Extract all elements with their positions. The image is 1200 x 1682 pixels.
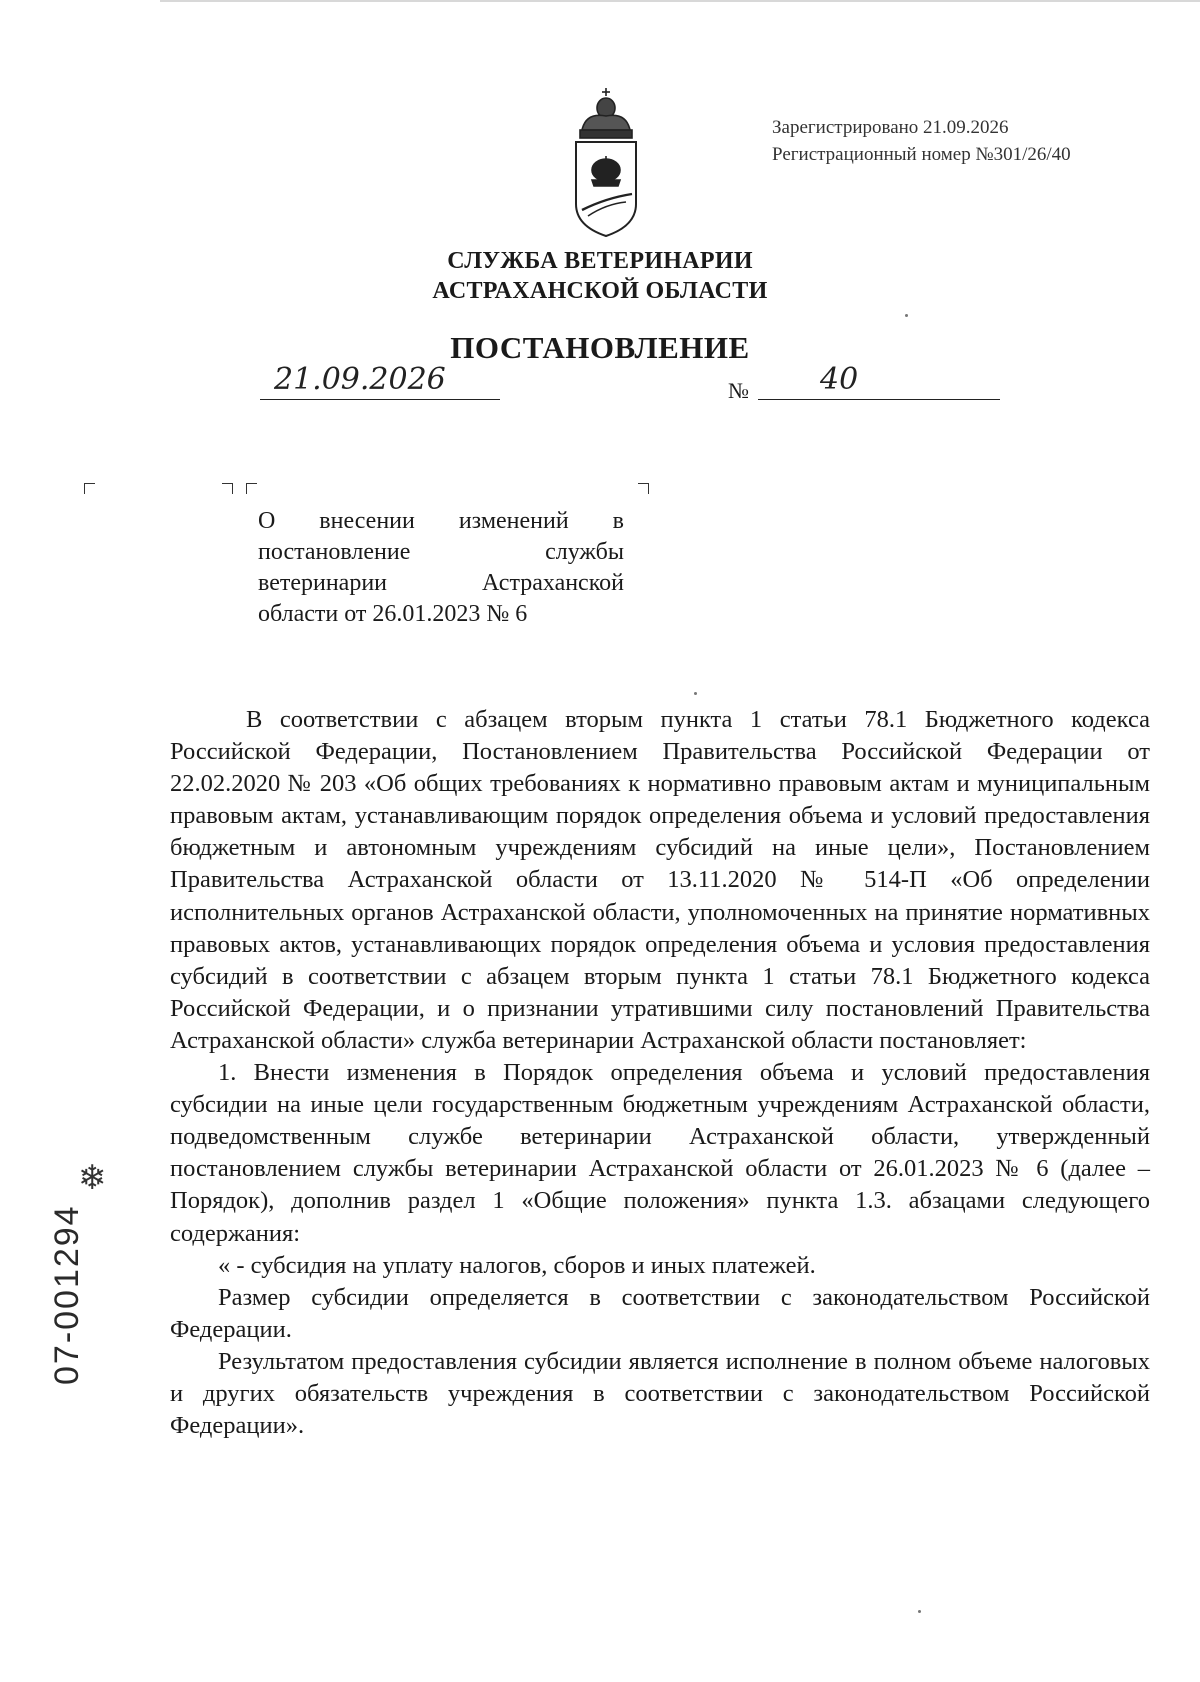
- body-paragraph-preamble: В соответствии с абзацем вторым пункта 1 статьи 78.1 Бюджетного кодекса Российской Федерации, Постановлением Правительства Российской Федерации от 22.02.2020 № 203 «Об общих требованиях к нормативно правовым актам и муниципальным правовым актам, устанавливающим порядок определения объема и условий предоставления бюджетным и автономным учреждениям субсидий на иные цели», Постановлением Правительства Астраханской области от 13.11.2020 № 514-П «Об определении исполнительных органов Астраханской области, уполномоченных на принятие нормативных правовых актов, устанавливающих порядок определения объема и условия предоставления субсидий в соответствии с абзацем вторым пункта 1 статьи 78.1 Бюджетного кодекса Российской Федерации, и о признании утратившими силу постановлений Правительства Астраханской области» служба ветеринарии Астраханской области постановляет:: [170, 706, 1150, 1054]
- organization-name-line1: СЛУЖБА ВЕТЕРИНАРИИ: [447, 248, 753, 274]
- body-paragraph-size: Размер субсидии определяется в соответствии с законодательством Российской Федерации.: [170, 1283, 1150, 1343]
- body-paragraph-result: Результатом предоставления субсидии является исполнение в полном объеме налоговых и других обязательств учреждения в соответствии с законодательством Российской Федерации».: [170, 1347, 1150, 1440]
- subject-line: постановление службы: [258, 539, 624, 565]
- corner-mark: [638, 483, 649, 494]
- document-subject: [258, 506, 624, 630]
- corner-mark: [222, 483, 233, 494]
- registration-stamp: [772, 114, 1071, 168]
- body-paragraph-quote: « - субсидия на уплату налогов, сборов и иных платежей.: [218, 1251, 816, 1279]
- scan-top-edge: [160, 0, 1200, 6]
- coat-of-arms-emblem: [566, 86, 646, 238]
- document-body: [170, 704, 1150, 1442]
- subject-line: ветеринарии Астраханской: [258, 570, 624, 596]
- document-type-heading: ПОСТАНОВЛЕНИЕ: [450, 330, 750, 365]
- number-sign: №: [728, 378, 749, 403]
- subject-line: О внесении изменений в: [258, 508, 624, 534]
- handwritten-date: 21.09.2026: [260, 360, 500, 400]
- handwritten-number: 40: [758, 360, 1000, 400]
- subject-line: области от 26.01.2023 № 6: [258, 601, 528, 627]
- scan-speck: [694, 692, 697, 695]
- body-paragraph-item-1: 1. Внести изменения в Порядок определения объема и условий предоставления субсидии на иные цели государственным бюджетным учреждениям Астраханской области, подведомственным службе ветеринарии Астраханской области, утвержденный постановлением службы ветеринарии Астраханской области от 26.01.2023 № 6 (далее – Порядок), дополнив раздел 1 «Общие положения» пункта 1.3. абзацами следующего содержания:: [170, 1059, 1150, 1247]
- registration-number: Регистрационный номер №301/26/40: [772, 144, 1071, 165]
- registration-date: Зарегистрировано 21.09.2026: [772, 117, 1009, 138]
- snowflake-mark-icon: ❄: [78, 1160, 107, 1197]
- organization-name-line2: АСТРАХАНСКОЙ ОБЛАСТИ: [432, 278, 768, 304]
- scan-speck: [905, 314, 908, 317]
- margin-stamp-number: 07-001294: [48, 1204, 86, 1385]
- scan-speck: [918, 1610, 921, 1613]
- corner-mark: [246, 483, 257, 494]
- corner-mark: [84, 483, 95, 494]
